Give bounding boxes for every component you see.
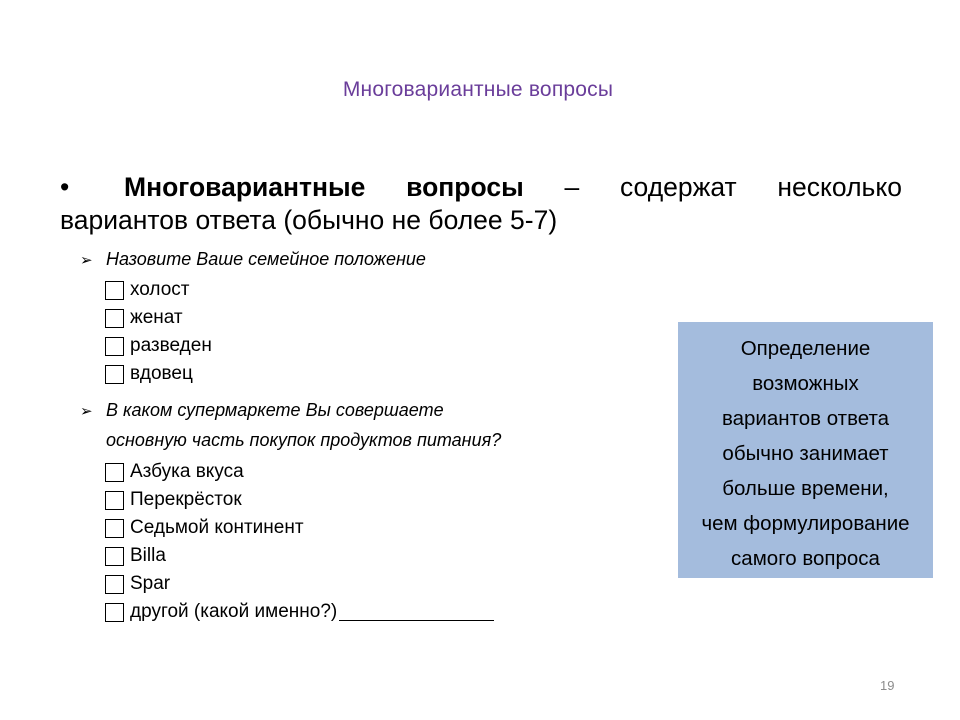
checkbox[interactable] [105, 365, 124, 384]
option-label: вдовец [130, 363, 193, 384]
slide-title: Многовариантные вопросы [342, 78, 614, 101]
checkbox[interactable] [105, 491, 124, 510]
option-label: холост [130, 279, 190, 300]
checkbox[interactable] [105, 463, 124, 482]
option-sedmoy-kontinent[interactable] [105, 514, 494, 542]
main-bullet-line2: вариантов ответа (обычно не более 5-7) [60, 205, 558, 235]
note-line: возможных [752, 372, 859, 395]
arrow-bullet-icon: ➢ [80, 252, 93, 269]
question-1-text: Назовите Ваше семейное положение [106, 249, 426, 269]
option-label: Азбука вкуса [130, 461, 244, 482]
note-line: чем формулирование [701, 512, 910, 535]
option-label: разведен [130, 335, 212, 356]
option-label: Перекрёсток [130, 489, 242, 510]
question-1 [80, 245, 426, 275]
option-azbuka-vkusa[interactable] [105, 458, 494, 486]
option-divorced[interactable] [105, 332, 212, 360]
option-widowed[interactable] [105, 360, 212, 388]
option-label: Billa [130, 545, 166, 566]
option-other[interactable] [105, 598, 494, 626]
dash: – [564, 172, 580, 202]
page-number: 19 [880, 678, 895, 693]
checkbox[interactable] [105, 575, 124, 594]
option-label: другой (какой именно?) [130, 601, 338, 622]
question-1-options [105, 276, 212, 388]
word-several: несколько [777, 172, 902, 202]
option-billa[interactable] [105, 542, 494, 570]
question-2-text-line2: основную часть покупок продуктов питания? [106, 430, 502, 450]
word-contain: содержат [619, 172, 737, 202]
term-word1: Многовариантные [124, 172, 366, 202]
option-married[interactable] [105, 304, 212, 332]
note-line: вариантов ответа [721, 407, 890, 430]
other-answer-blank[interactable] [339, 604, 494, 621]
checkbox[interactable] [105, 603, 124, 622]
option-label: Spar [130, 573, 171, 594]
option-label: женат [130, 307, 183, 328]
question-2-options [105, 458, 494, 626]
question-2 [80, 396, 501, 454]
note-line: самого вопроса [731, 547, 880, 570]
option-single[interactable] [105, 276, 212, 304]
option-label: Седьмой континент [130, 517, 304, 538]
note-line: Определение [740, 337, 871, 360]
checkbox[interactable] [105, 281, 124, 300]
checkbox[interactable] [105, 337, 124, 356]
question-2-text-line1: В каком супермаркете Вы совершаете [106, 400, 444, 420]
main-bullet [60, 171, 902, 237]
main-bullet-line1 [60, 171, 902, 204]
checkbox[interactable] [105, 309, 124, 328]
term-word2: вопросы [406, 172, 524, 202]
option-perekrestok[interactable] [105, 486, 494, 514]
arrow-bullet-icon: ➢ [80, 403, 93, 420]
note-box [678, 322, 933, 578]
note-line: обычно занимает [722, 442, 889, 465]
note-line: больше времени, [722, 477, 889, 500]
checkbox[interactable] [105, 547, 124, 566]
checkbox[interactable] [105, 519, 124, 538]
option-spar[interactable] [105, 570, 494, 598]
bullet-dot: • [60, 172, 70, 202]
